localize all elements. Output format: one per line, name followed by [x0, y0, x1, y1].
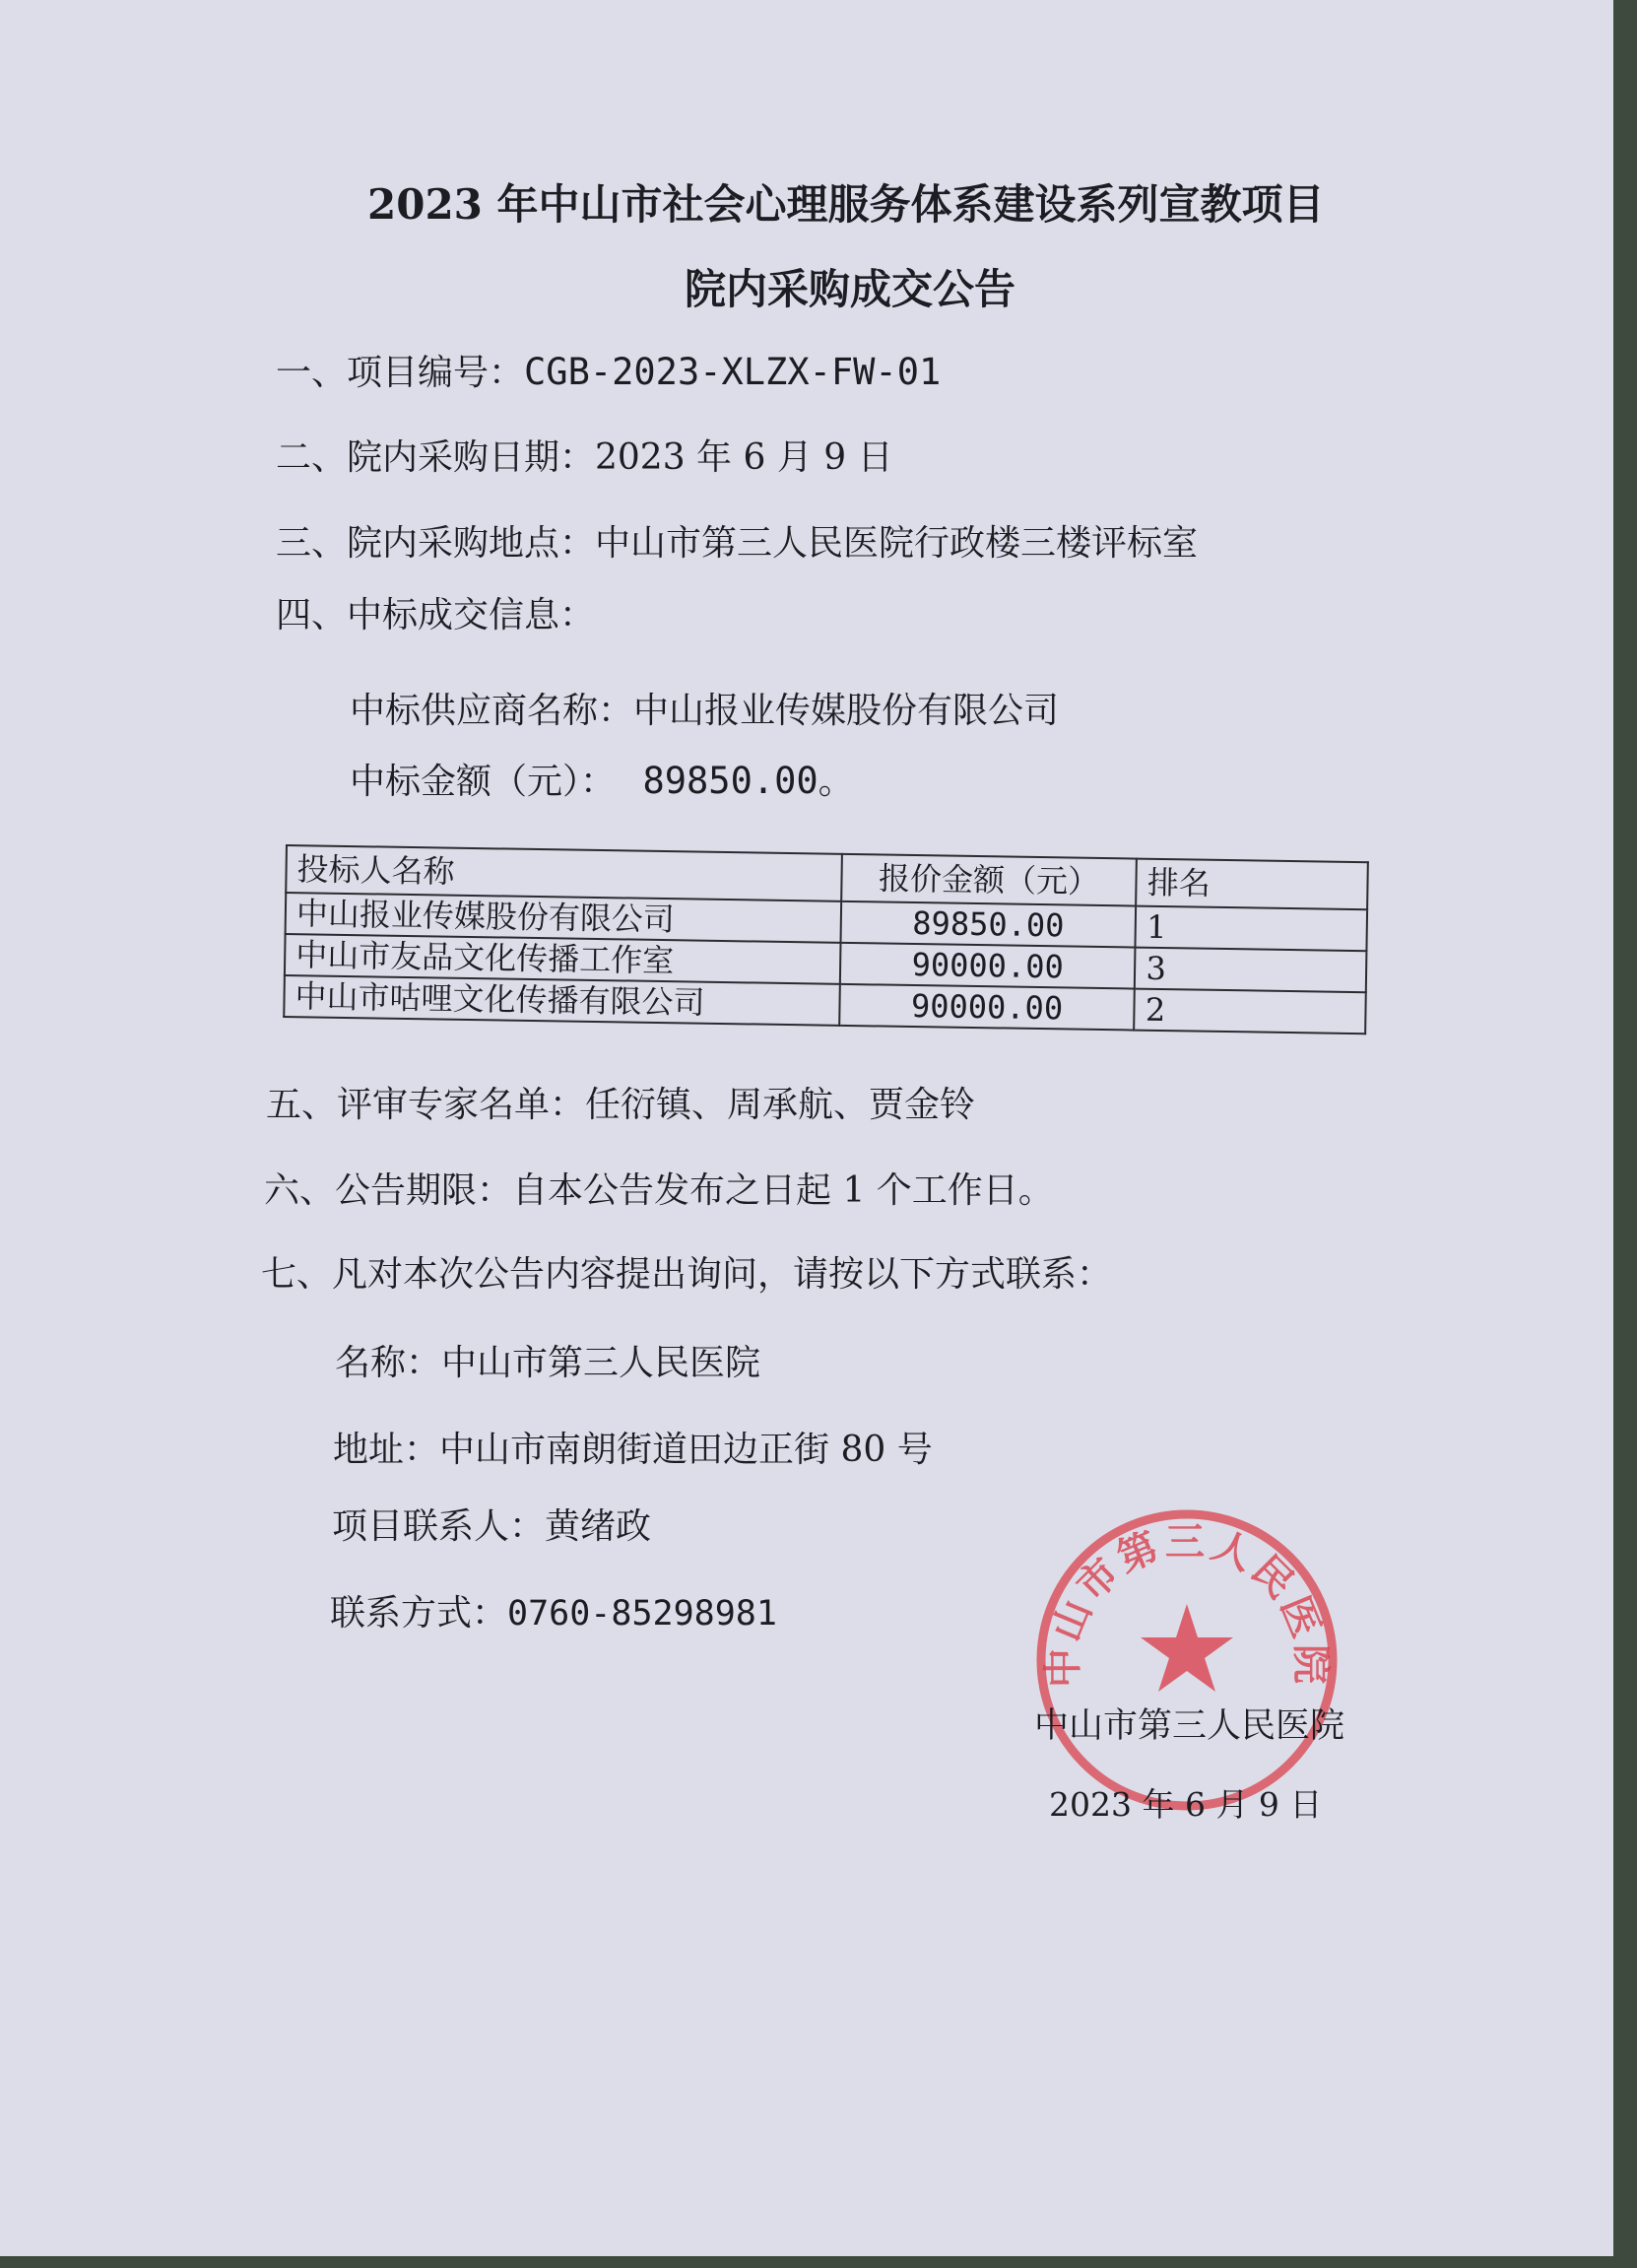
seal-text: 中山市第三人民医院 — [1040, 1519, 1334, 1689]
bidder-name: 中山市咕哩文化传播有限公司 — [284, 975, 839, 1026]
signature-organization: 中山市第三人民医院 — [1034, 1706, 1345, 1746]
winning-amount-label: 中标金额（元）： — [350, 762, 617, 802]
bid-price: 90000.00 — [840, 943, 1136, 989]
project-number-value: CGB-2023-XLZX-FW-01 — [524, 351, 942, 393]
title-line-2: 院内采购成交公告 — [685, 265, 1016, 313]
review-experts: 五、评审专家名单：任衍镇、周承航、贾金铃 — [266, 1085, 976, 1125]
winning-amount-value: 89850.00。 — [642, 760, 855, 802]
contact-phone-value: 0760-85298981 — [507, 1594, 777, 1634]
bidder-name: 中山市友品文化传播工作室 — [285, 934, 840, 984]
bid-price: 90000.00 — [839, 984, 1135, 1031]
contact-phone — [330, 1592, 777, 1635]
table-header-bidder: 投标人名称 — [286, 845, 841, 901]
bid-rank: 1 — [1136, 906, 1367, 952]
title-line-1: 2023 年中山市社会心理服务体系建设系列宣教项目 — [367, 180, 1325, 229]
project-number — [276, 351, 941, 395]
procurement-date: 二、院内采购日期：2023 年 6 月 9 日 — [276, 437, 893, 478]
winning-amount — [350, 760, 855, 804]
signature-date: 2023 年 6 月 9 日 — [1049, 1785, 1323, 1824]
contact-phone-label: 联系方式： — [330, 1593, 508, 1634]
bid-price: 89850.00 — [840, 901, 1136, 948]
official-seal-stamp — [1032, 1505, 1345, 1815]
bidder-name: 中山报业传媒股份有限公司 — [286, 893, 841, 943]
inquiry-instructions: 七、凡对本次公告内容提出询问，请按以下方式联系： — [261, 1254, 1113, 1295]
project-number-label: 一、项目编号： — [276, 353, 525, 393]
procurement-location: 三、院内采购地点：中山市第三人民医院行政楼三楼评标室 — [276, 523, 1199, 564]
winning-supplier: 中标供应商名称：中山报业传媒股份有限公司 — [350, 691, 1060, 731]
table-header-price: 报价金额（元） — [841, 854, 1137, 906]
bid-rank: 2 — [1135, 989, 1366, 1034]
bid-rank: 3 — [1135, 948, 1366, 993]
bid-table — [283, 844, 1369, 1034]
notice-period: 六、公告期限：自本公告发布之日起 1 个工作日。 — [264, 1170, 1054, 1211]
contact-address: 地址：中山市南朗街道田边正街 80 号 — [333, 1430, 933, 1470]
table-header-rank: 排名 — [1137, 859, 1368, 910]
contact-name: 名称：中山市第三人民医院 — [335, 1343, 761, 1383]
contact-person: 项目联系人：黄绪政 — [332, 1506, 652, 1547]
award-info-heading: 四、中标成交信息： — [276, 595, 596, 635]
